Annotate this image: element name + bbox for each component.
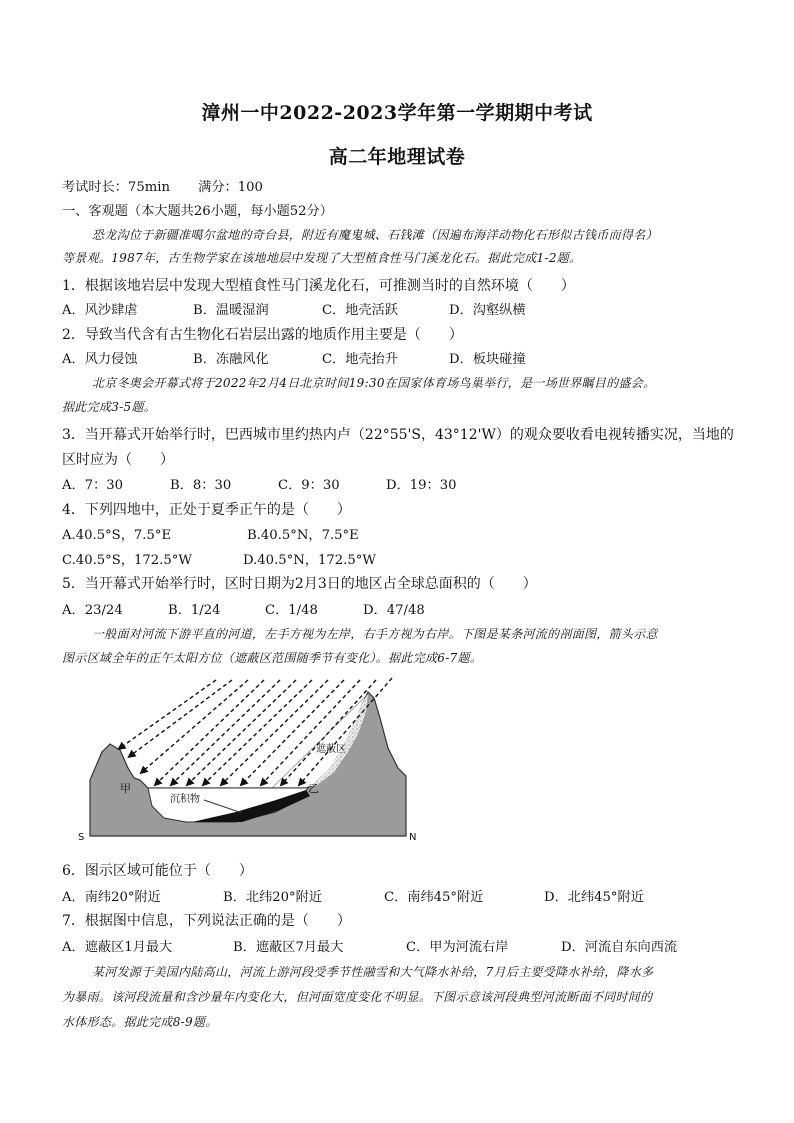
question-3-option-b[interactable]: B．8：30: [170, 478, 232, 493]
question-7-option-a[interactable]: A．遮蔽区1月最大: [62, 940, 173, 955]
question-3-stem-line-2: 区时应为（ ）: [62, 452, 174, 468]
river-cross-section-figure: [76, 672, 418, 844]
question-7-stem: 7．根据图中信息，下列说法正确的是（ ）: [62, 913, 351, 929]
label-yi: 乙: [308, 782, 319, 795]
question-3-option-a[interactable]: A．7：30: [62, 478, 124, 493]
question-7-option-d[interactable]: D．河流自东向西流: [561, 940, 678, 955]
question-2-option-d[interactable]: D．板块碰撞: [449, 352, 526, 367]
question-1-option-d[interactable]: D．沟壑纵横: [449, 303, 526, 318]
passage-2-line-2: 据此完成3-5题。: [62, 400, 157, 414]
passage-3-line-2: 图示区域全年的正午太阳方位（遮蔽区范围随季节有变化）。据此完成6-7题。: [62, 651, 483, 665]
exam-duration: 考试时长：75min: [62, 180, 170, 195]
question-1-option-a[interactable]: A．风沙肆虐: [62, 303, 138, 318]
question-4-option-b[interactable]: B.40.5°N，7.5°E: [247, 528, 359, 543]
question-5-option-a[interactable]: A．23/24: [62, 603, 123, 618]
passage-3-line-1: 一般面对河流下游平直的河道，左手方视为左岸，右手方视为右岸。下图是某条河流的剖面图，箭头示意: [92, 627, 658, 641]
question-7-option-b[interactable]: B．遮蔽区7月最大: [233, 940, 344, 955]
question-6-option-d[interactable]: D．北纬45°附近: [544, 890, 644, 905]
question-5-stem: 5．当开幕式开始举行时，区时日期为2月3日的地区占全球总面积的（ ）: [62, 576, 537, 592]
label-shadow-zone: 遮蔽区: [316, 744, 346, 755]
question-6-stem: 6．图示区域可能位于（ ）: [62, 863, 253, 879]
question-5-option-b[interactable]: B．1/24: [168, 603, 221, 618]
label-sediment: 沉积物: [170, 794, 200, 805]
exam-meta: [62, 176, 742, 195]
exam-full-score: 满分：100: [198, 180, 263, 195]
label-north: N: [409, 832, 417, 843]
question-3-option-d[interactable]: D．19：30: [386, 478, 457, 493]
question-5-option-d[interactable]: D．47/48: [363, 603, 425, 618]
question-3-option-c[interactable]: C．9：30: [278, 478, 340, 493]
passage-1-line-1: 恐龙沟位于新疆准噶尔盆地的奇台县，附近有魔鬼城、石钱滩（因遍布海洋动物化石形似古钱币而得名）: [92, 228, 658, 242]
section-heading: 一、客观题（本大题共26小题，每小题52分）: [62, 204, 333, 219]
question-3-stem-line-1: 3．当开幕式开始举行时，巴西城市里约热内卢（22°55'S，43°12'W）的观众要收看电视转播实况，当地的: [62, 427, 734, 443]
label-jia: 甲: [120, 782, 131, 795]
question-6-option-c[interactable]: C．南纬45°附近: [384, 890, 484, 905]
passage-2-line-1: 北京冬奥会开幕式将于2022年2月4日北京时间19:30在国家体育场鸟巢举行，是一场世界瞩目的盛会。: [92, 376, 656, 390]
passage-4-line-1: 某河发源于美国内陆高山，河流上游河段受季节性融雪和大气降水补给，7月后主要受降水补给，降水多: [92, 965, 654, 979]
question-4-stem: 4．下列四地中，正处于夏季正午的是（ ）: [62, 502, 351, 518]
question-4-option-d[interactable]: D.40.5°N，172.5°W: [243, 553, 376, 568]
question-2-stem: 2．导致当代含有古生物化石岩层出露的地质作用主要是（ ）: [62, 327, 463, 343]
passage-1-line-2: 等景观。1987年，古生物学家在该地地层中发现了大型植食性马门溪龙化石。据此完成1-2题。: [62, 251, 582, 265]
question-4-option-a[interactable]: A.40.5°S，7.5°E: [62, 528, 172, 543]
question-2-option-a[interactable]: A．风力侵蚀: [62, 352, 138, 367]
question-2-option-b[interactable]: B．冻融风化: [193, 352, 269, 367]
question-1-option-c[interactable]: C．地壳活跃: [322, 303, 399, 318]
question-6-option-b[interactable]: B．北纬20°附近: [223, 890, 323, 905]
label-south: S: [78, 832, 85, 843]
question-7-option-c[interactable]: C．甲为河流右岸: [406, 940, 509, 955]
exam-title: 漳州一中2022-2023学年第一学期期中考试: [201, 102, 593, 124]
passage-4-line-2: 为暴雨。该河段流量和含沙量年内变化大，但河面宽度变化不明显。下图示意该河段典型河流断面不同时间的: [62, 990, 653, 1004]
passage-4-line-3: 水体形态。据此完成8-9题。: [62, 1015, 218, 1029]
question-4-option-c[interactable]: C.40.5°S，172.5°W: [62, 553, 192, 568]
question-2-option-c[interactable]: C．地壳抬升: [322, 352, 399, 367]
question-1-option-b[interactable]: B．温暖湿润: [193, 303, 269, 318]
question-5-option-c[interactable]: C．1/48: [265, 603, 318, 618]
question-1-stem: 1．根据该地岩层中发现大型植食性马门溪龙化石，可推测当时的自然环境（ ）: [62, 278, 575, 294]
question-6-option-a[interactable]: A．南纬20°附近: [62, 890, 161, 905]
exam-subtitle: 高二年地理试卷: [328, 146, 466, 168]
